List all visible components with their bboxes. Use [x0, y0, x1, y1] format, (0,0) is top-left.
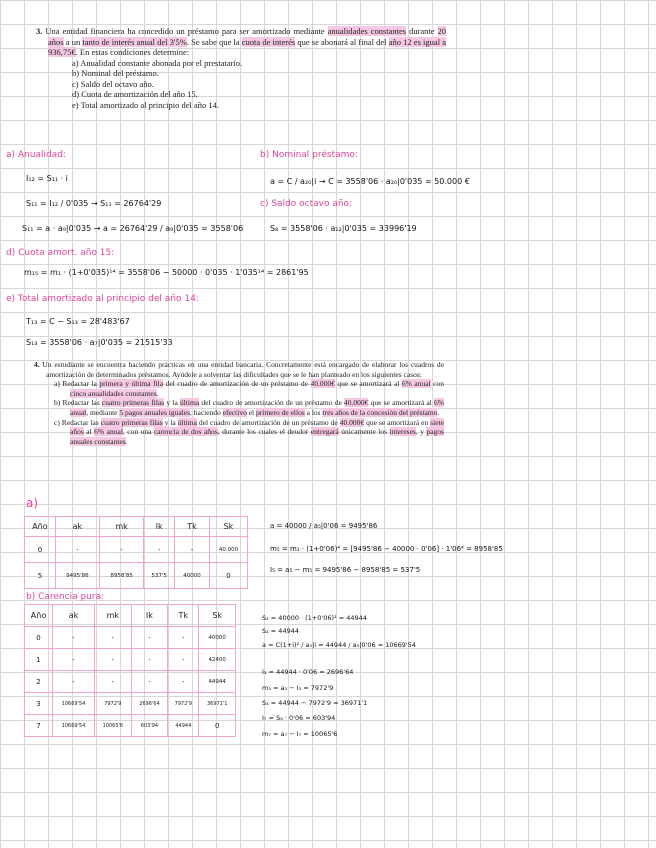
table-cell: - — [168, 649, 199, 671]
table-header: mk — [100, 517, 144, 537]
table-header: Tk — [175, 517, 210, 537]
problem-3 — [36, 26, 446, 110]
solution-3a-line: I₁₂ = S₁₁ · i — [26, 174, 68, 183]
solution-4b-line: I₇ = S₆ · 0'06 = 603'94 — [262, 714, 336, 722]
problem-4a: a) Redactar la primera y última fila del cuadro de amortización de un préstamo de 40.000€ que se amortizará al 6% anual con cinco anualidades constantes. — [54, 379, 444, 398]
list-item: c) Saldo del octavo año. — [72, 78, 154, 89]
table-cell: 10065'6 — [95, 715, 132, 737]
solution-3a-line: S₁₁ = I₁₂ / 0'035 → S₁₁ = 26764'29 — [26, 199, 162, 208]
table-cell: - — [95, 649, 132, 671]
problem-3-intro: 3. Una entidad financiera ha concedido un préstamo para ser amortizado mediante anualidades constantes durante 20 años a un tanto de interés anual del 3'5%. Se sabe que la cuota de interés que se abonará al final del año 12 es igual a 936,75€. En estas condiciones determine: — [36, 26, 447, 57]
solution-4a-line: m₅ = m₁ · (1+0'06)⁴ = [9495'86 − 40000 · 0'06] · 1'06⁴ = 8958'85 — [270, 545, 503, 553]
solution-4b-line: a = C(1+i)² / a₅|i = 44944 / a₅|0'06 = 10669'54 — [262, 641, 416, 649]
list-item: d) Cuota de amortización del año 15. — [72, 89, 198, 99]
table-cell: 0 — [209, 563, 247, 589]
table-header: ak — [55, 517, 99, 537]
table-cell: 36971'1 — [199, 693, 236, 715]
problem-number: 4. — [34, 360, 40, 369]
solution-4b-line: m₃ = a₃ − I₃ = 7972'9 — [262, 684, 334, 692]
solution-3a-line: S₁₁ = a · a₉|0'035 → a = 26764'29 / a₉|0'035 = 3558'06 — [22, 224, 244, 233]
table-cell: 44944 — [199, 671, 236, 693]
table-cell: 40000 — [175, 563, 210, 589]
table-header: Año — [25, 517, 56, 537]
table-cell: - — [131, 649, 168, 671]
table-cell: 2696'64 — [131, 693, 168, 715]
table-cell: - — [168, 627, 199, 649]
table-cell: - — [95, 671, 132, 693]
table-row — [25, 537, 248, 563]
table-cell: - — [168, 671, 199, 693]
table-cell: 1 — [25, 649, 53, 671]
table-row — [25, 649, 236, 671]
table-cell: 5 — [25, 563, 56, 589]
solution-3a-header: a) Anualidad: — [6, 150, 66, 160]
table-cell: 8958'85 — [100, 563, 144, 589]
amortization-table-a — [24, 516, 248, 589]
solution-3c-line: S₈ = 3558'06 · a₁₂|0'035 = 33996'19 — [270, 224, 417, 233]
table-cell: 44944 — [168, 715, 199, 737]
list-item: e) Total amortizado al principio del año 14. — [72, 99, 220, 110]
problem-4b: b) Redactar las cuatro primeras filas y la última del cuadro de amortización de un préstamo de 40.000€ que se amortizará al 6% anual, mediante 5 pagos anuales iguales, haciendo efectivo el primero de ellos a los tres años de la concesión del préstamo. — [54, 398, 444, 417]
problem-4-intro: 4. Un estudiante se encuentra haciendo prácticas en una entidad bancaria. Concretamente está encargado de elaborar los cuadros de amortización de determinados préstamos. Ayúdele a solventar las dificultades que se le han planteado en los siguientes casos: — [34, 360, 444, 379]
table-cell: 40000 — [199, 627, 236, 649]
table-cell: 7972'9 — [95, 693, 132, 715]
table-cell: 40.000 — [209, 537, 247, 563]
solution-4b-line: I₃ = 44944 · 0'06 = 2696'64 — [262, 668, 354, 676]
table-cell: - — [144, 537, 175, 563]
solution-4b-line: S₃ = 44944 − 7972'9 = 36971'1 — [262, 699, 368, 707]
list-item: b) Nominal del préstamo. — [72, 68, 159, 78]
solution-4a-line: I₅ = a₅ − m₅ = 9495'86 − 8958'85 = 537'5 — [270, 566, 421, 574]
solution-3d-line: m₁₅ = m₁ · (1+0'035)¹⁴ = 3558'06 − 50000 · 0'035 · 1'035¹⁴ = 2861'95 — [24, 268, 309, 277]
table-cell: - — [53, 627, 95, 649]
problem-3-items — [36, 58, 446, 111]
solution-3d-header: d) Cuota amort. año 15: — [6, 248, 115, 258]
solution-4a-header: a) — [26, 496, 39, 510]
table-cell: - — [131, 671, 168, 693]
amortization-table-b — [24, 604, 236, 737]
table-cell: - — [53, 649, 95, 671]
table-cell: - — [100, 537, 144, 563]
table-cell: 7972'9 — [168, 693, 199, 715]
table-cell: 42400 — [199, 649, 236, 671]
table-header: Ik — [144, 517, 175, 537]
solution-3b-line: a = C / a₂₀|i → C = 3558'06 · a₂₀|0'035 = 50.000 € — [270, 177, 470, 186]
table-cell: 3 — [25, 693, 53, 715]
solution-4b-line: m₇ = a₇ − I₇ = 10065'6 — [262, 730, 338, 738]
table-cell: 537'5 — [144, 563, 175, 589]
table-cell: 0 — [25, 627, 53, 649]
problem-number: 3. — [36, 26, 43, 36]
solution-4b-line: S₂ = 40000 · (1+0'06)² = 44944 — [262, 614, 367, 622]
table-cell: 9495'86 — [55, 563, 99, 589]
solution-4a-line: a = 40000 / a₅|0'06 = 9495'86 — [270, 522, 378, 530]
problem-4c: c) Redactar las cuatro primeras filas y la última del cuadro de amortización de un préstamo de 40.000€ que se amortizará en siete años al 6% anual, con una carencia de dos años, durante los cuales el deudor entregará únicamente los intereses, y pagos anuales constantes. — [54, 417, 444, 446]
solution-4b-header: b) Carencia pura: — [26, 592, 105, 602]
table-cell: 603'94 — [131, 715, 168, 737]
table-header-row — [25, 605, 236, 627]
table-row — [25, 715, 236, 737]
table-cell: 0 — [25, 537, 56, 563]
table-cell: 0 — [199, 715, 236, 737]
table-row — [25, 627, 236, 649]
table-cell: - — [53, 671, 95, 693]
solution-4b-line: S₂ = 44944 — [262, 627, 299, 635]
table-cell: 10669'54 — [53, 715, 95, 737]
table-header: mk — [95, 605, 132, 627]
table-row — [25, 563, 248, 589]
solution-3b-header: b) Nominal préstamo: — [260, 150, 358, 160]
table-cell: - — [175, 537, 210, 563]
table-cell: - — [55, 537, 99, 563]
table-cell: 7 — [25, 715, 53, 737]
table-header: Año — [25, 605, 53, 627]
solution-3c-header: c) Saldo octavo año: — [260, 199, 353, 209]
table-row — [25, 671, 236, 693]
table-header: Sk — [209, 517, 247, 537]
table-cell: - — [131, 627, 168, 649]
list-item: a) Anualidad constante abonada por el prestatario. — [72, 57, 243, 68]
solution-3e-line: T₁₃ = C − S₁₃ = 28'483'67 — [26, 317, 130, 326]
table-header: Sk — [199, 605, 236, 627]
table-row — [25, 693, 236, 715]
table-cell: - — [95, 627, 132, 649]
solution-3e-header: e) Total amortizado al principio del año 14: — [6, 294, 199, 304]
table-cell: 2 — [25, 671, 53, 693]
problem-4 — [34, 360, 444, 446]
solution-3e-line: S₁₃ = 3558'06 · a₇|0'035 = 21515'33 — [26, 338, 173, 347]
table-header: Ik — [131, 605, 168, 627]
table-header: Tk — [168, 605, 199, 627]
table-cell: 10669'54 — [53, 693, 95, 715]
table-header: ak — [53, 605, 95, 627]
table-header-row — [25, 517, 248, 537]
